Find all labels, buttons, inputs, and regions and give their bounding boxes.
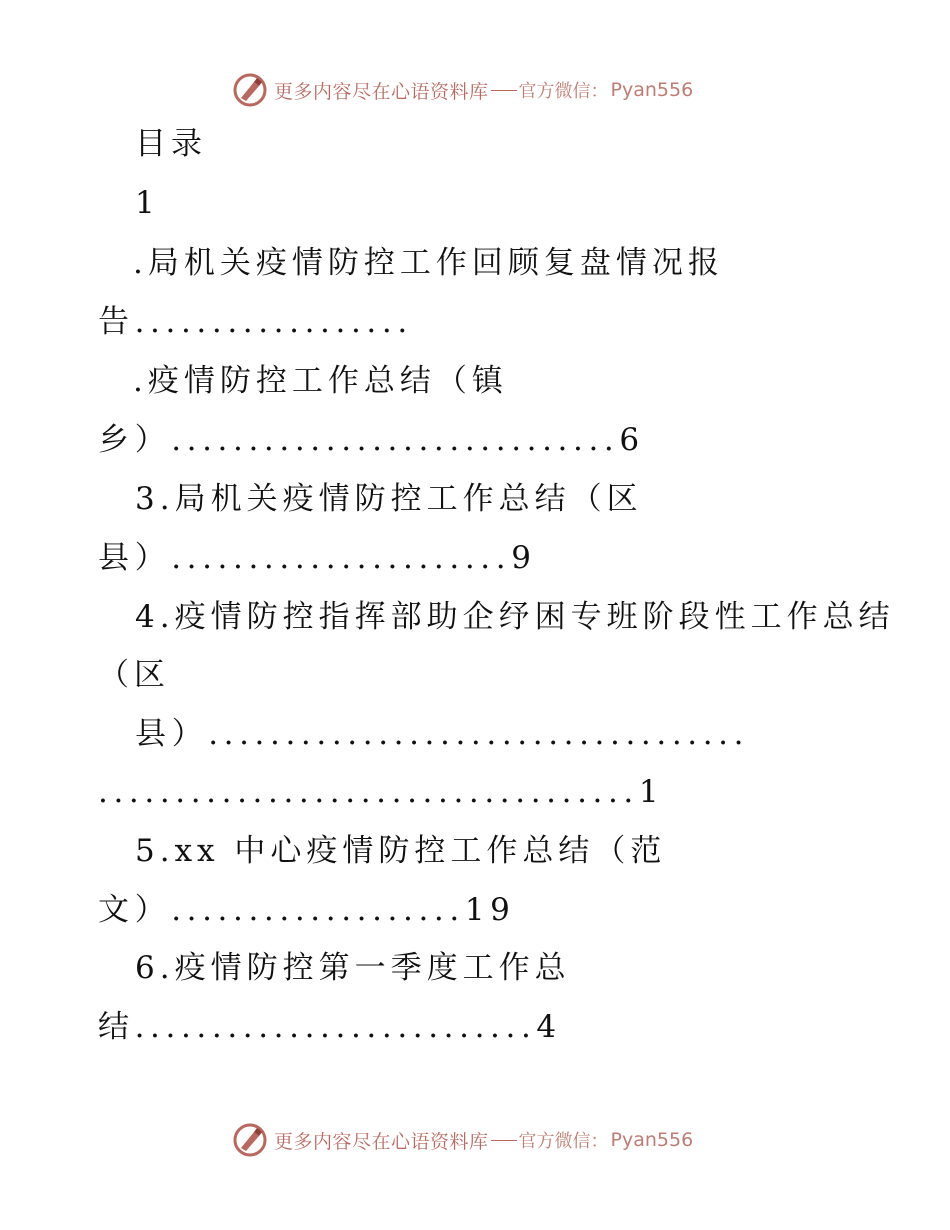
toc-line-2: .局机关疫情防控工作回顾复盘情况报	[133, 245, 724, 281]
toc-line-7: 县）......................9	[98, 540, 537, 576]
watermark-site-text: 更多内容尽在心语资料库	[274, 1130, 489, 1153]
pen-logo-icon	[232, 72, 268, 108]
toc-line-8: 4.疫情防控指挥部助企纾困专班阶段性工作总结	[135, 599, 895, 635]
watermark-dash	[491, 90, 517, 91]
watermark-wechat-id: Pyan556	[610, 79, 694, 101]
toc-line-12: 5.xx 中心疫情防控工作总结（范	[135, 833, 667, 869]
footer-watermark	[232, 1120, 693, 1160]
toc-line-3: 告..................	[98, 304, 413, 340]
toc-line-11: ...................................1	[98, 774, 665, 810]
toc-heading: 目录	[135, 126, 207, 162]
toc-line-6: 3.局机关疫情防控工作总结（区	[135, 481, 643, 517]
toc-line-13: 文）...................19	[98, 892, 516, 928]
toc-line-15: 结..........................4	[98, 1009, 562, 1045]
pen-logo-icon	[232, 1122, 268, 1158]
toc-line-4: .疫情防控工作总结（镇	[133, 363, 508, 399]
toc-line-9: （区	[98, 657, 170, 693]
header-watermark	[232, 70, 693, 110]
watermark-wechat-label: 官方微信：	[518, 81, 609, 102]
toc-line-5: 乡）.............................6	[98, 422, 645, 458]
watermark-dash	[491, 1140, 517, 1141]
toc-line-1: 1	[135, 185, 160, 221]
watermark-wechat-label: 官方微信：	[518, 1131, 609, 1152]
toc-line-10: 县）...................................	[135, 716, 750, 752]
watermark-site-text: 更多内容尽在心语资料库	[274, 80, 489, 103]
toc-line-14: 6.疫情防控第一季度工作总	[135, 950, 571, 986]
watermark-wechat-id: Pyan556	[610, 1129, 694, 1151]
